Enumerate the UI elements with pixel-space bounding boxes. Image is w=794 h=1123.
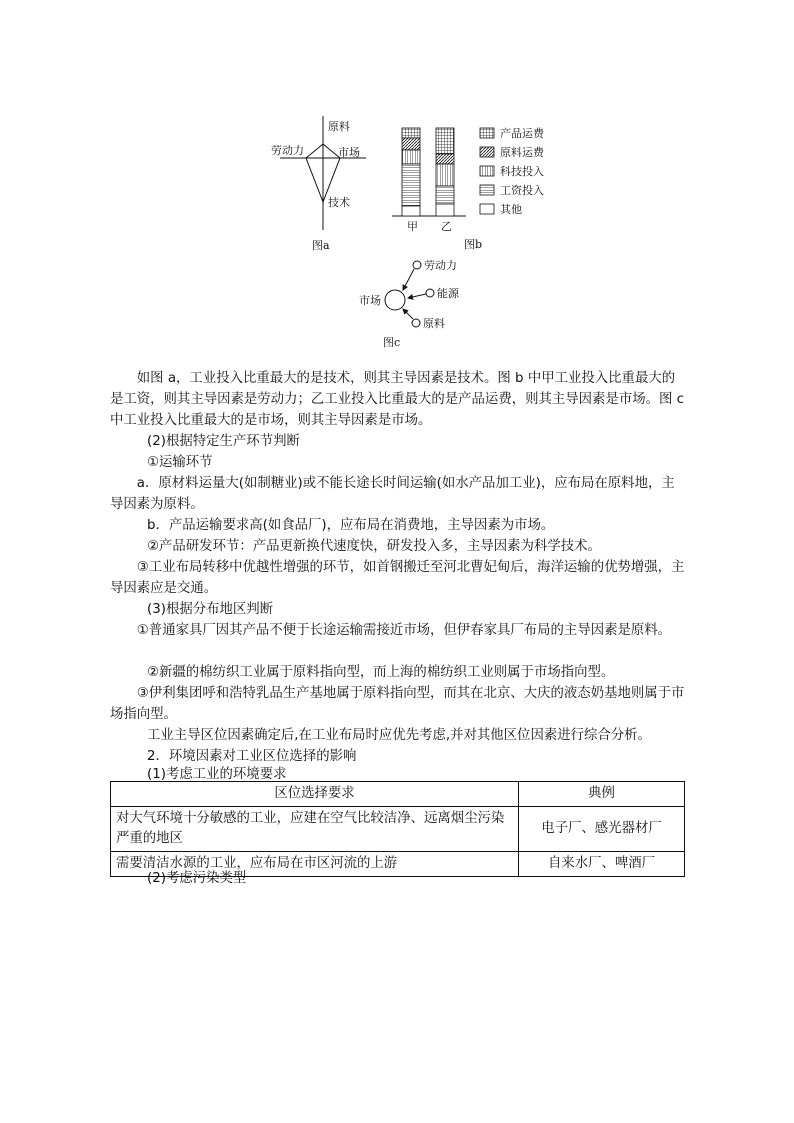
fig-a-label-bottom: 技术 <box>328 196 350 209</box>
table-row <box>111 807 685 852</box>
figure-c <box>355 254 465 349</box>
legend-item-product-freight: 产品运费 <box>500 127 544 140</box>
figure-a <box>268 112 378 252</box>
item-relocation-stage: ③工业布局转移中优越性增强的环节，如首钢搬迁至河北曹妃甸后，海洋运输的优势增强，主导因素应是交通。 <box>110 560 685 596</box>
legend-item-tech-input: 科技投入 <box>500 165 544 178</box>
fig-a-label-left: 劳动力 <box>271 144 304 157</box>
item-region-furniture: ①普通家具厂因其产品不便于长途运输需接近市场，但伊春家具厂布局的主导因素是原料。 <box>136 623 672 638</box>
table-cell-requirement: 对大气环境十分敏感的工业，应建在空气比较洁净、远离烟尘污染严重的地区 <box>111 807 519 852</box>
environment-requirements-table <box>110 781 685 877</box>
heading-environment-requirements: (1)考虑工业的环境要求 <box>147 767 287 782</box>
bar-yi <box>436 128 454 216</box>
heading-transport-stage: ①运输环节 <box>147 455 213 470</box>
item-transport-b: b．产品运输要求高(如食品厂)，应布局在消费地，主导因素为市场。 <box>147 518 555 533</box>
bar-label-yi: 乙 <box>441 220 452 232</box>
figure-b <box>390 120 560 252</box>
fig-c-input-energy: 能源 <box>437 287 459 300</box>
table-cell-example: 电子厂、感光器材厂 <box>519 807 685 852</box>
item-region-dairy: ③伊利集团呼和浩特乳品生产基地属于原料指向型，而其在北京、大庆的液态奶基地则属于市场指向型。 <box>110 686 685 722</box>
legend-item-wage-input: 工资投入 <box>500 184 544 197</box>
heading-region: (3)根据分布地区判断 <box>147 602 274 617</box>
table-header-row <box>111 782 685 807</box>
paragraph-summary: 工业主导区位因素确定后,在工业布局时应优先考虑,并对其他区位因素进行综合分析。 <box>147 728 651 743</box>
heading-production-stage: (2)根据特定生产环节判断 <box>147 434 300 449</box>
fig-a-caption: 图a <box>312 239 330 252</box>
bar-jia <box>402 128 420 216</box>
table-cell-requirement: 需要清洁水源的工业，应布局在市区河流的上游 <box>111 852 519 877</box>
figure-a-diagram <box>268 112 378 237</box>
heading-pollution-type: (2)考虑污染类型 <box>147 871 247 886</box>
fig-c-input-labor: 劳动力 <box>424 259 457 272</box>
legend-item-other: 其他 <box>500 203 522 216</box>
figure-b-chart <box>390 120 560 232</box>
figure-c-diagram <box>355 254 465 334</box>
item-region-textile: ②新疆的棉纺织工业属于原料指向型，而上海的棉纺织工业则属于市场指向型。 <box>147 665 615 680</box>
item-rd-stage: ②产品研发环节：产品更新换代速度快，研发投入多，主导因素为科学技术。 <box>147 539 601 554</box>
fig-c-center-label: 市场 <box>359 294 381 307</box>
table-header-requirement: 区位选择要求 <box>111 782 519 807</box>
heading-section-2: 2．环境因素对工业区位选择的影响 <box>147 749 357 764</box>
fig-c-input-material: 原料 <box>423 317 445 330</box>
item-transport-a: a．原材料运量大(如制糖业)或不能长途长时间运输(如水产品加工业)，应布局在原料地，主导因素为原料。 <box>110 476 675 512</box>
bar-label-jia: 甲 <box>407 220 418 232</box>
fig-b-caption: 图b <box>464 238 483 251</box>
table-cell-example: 自来水厂、啤酒厂 <box>519 852 685 877</box>
fig-a-label-top: 原料 <box>328 120 350 133</box>
figure-b-legend <box>480 126 545 216</box>
table-header-example: 典例 <box>519 782 685 807</box>
paragraph-figure-explanation: 如图 a，工业投入比重最大的是技术，则其主导因素是技术。图 b 中甲工业投入比重最大的是工资，则其主导因素是劳动力；乙工业投入比重最大的是产品运费，则其主导因素是市场。图 c 中工业投入比重最大的是市场，则其主导因素是市场。 <box>110 371 685 428</box>
legend-item-material-freight: 原料运费 <box>500 146 544 159</box>
fig-a-label-right: 市场 <box>338 146 360 159</box>
fig-c-caption: 图c <box>383 336 401 349</box>
